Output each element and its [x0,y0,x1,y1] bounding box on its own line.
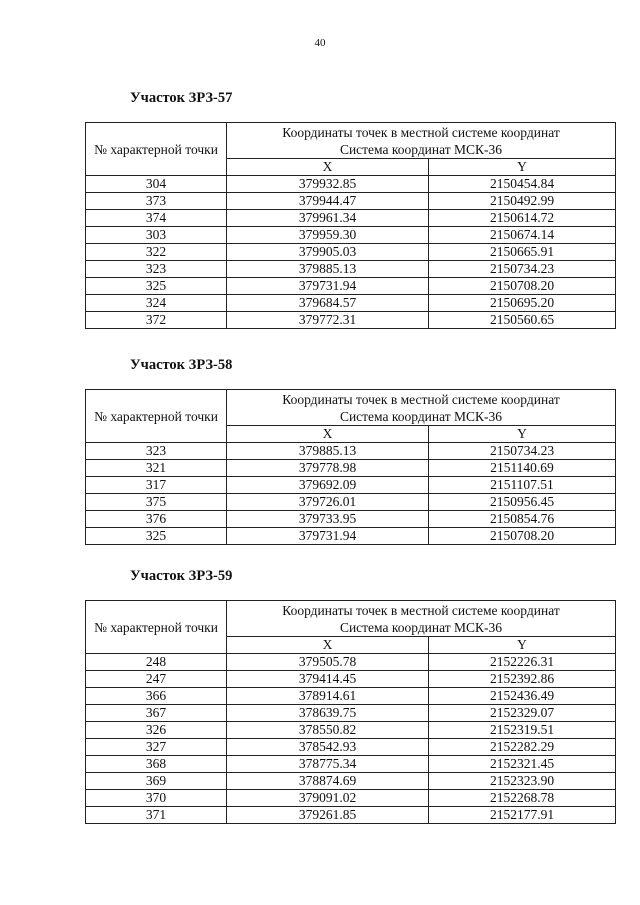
x-coordinate-cell: 378914.61 [227,688,429,705]
table-row [86,756,616,773]
table-row [86,739,616,756]
point-number-cell: 321 [86,460,227,477]
y-coordinate-cell: 2150674.14 [429,227,616,244]
y-coordinate-cell: 2150708.20 [429,278,616,295]
point-number-cell: 368 [86,756,227,773]
y-coordinate-cell: 2152436.49 [429,688,616,705]
y-coordinate-cell: 2152268.78 [429,790,616,807]
x-coordinate-cell: 379692.09 [227,477,429,494]
table-row [86,790,616,807]
header-y: Y [429,426,616,443]
table-row [86,295,616,312]
section-title: Участок ЗРЗ-57 [130,90,233,106]
point-number-cell: 367 [86,705,227,722]
point-number-cell: 325 [86,528,227,545]
table-row [86,688,616,705]
x-coordinate-cell: 379505.78 [227,654,429,671]
x-coordinate-cell: 378639.75 [227,705,429,722]
point-number-cell: 373 [86,193,227,210]
table-body [86,443,616,545]
header-coords [227,123,616,159]
coordinates-table [85,389,616,545]
x-coordinate-cell: 379932.85 [227,176,429,193]
coordinates-table [85,600,616,824]
y-coordinate-cell: 2152323.90 [429,773,616,790]
x-coordinate-cell: 379733.95 [227,511,429,528]
y-coordinate-cell: 2150454.84 [429,176,616,193]
table-row [86,528,616,545]
point-number-cell: 369 [86,773,227,790]
table-row [86,193,616,210]
page-number: 40 [314,37,326,49]
header-coords-line1: Координаты точек в местной системе координат [282,603,560,618]
x-coordinate-cell: 379961.34 [227,210,429,227]
x-coordinate-cell: 379726.01 [227,494,429,511]
table-row [86,443,616,460]
point-number-cell: 370 [86,790,227,807]
y-coordinate-cell: 2150492.99 [429,193,616,210]
coordinates-table [85,122,616,329]
x-coordinate-cell: 379944.47 [227,193,429,210]
table-body [86,654,616,824]
point-number-cell: 304 [86,176,227,193]
y-coordinate-cell: 2152177.91 [429,807,616,824]
header-x: X [227,426,429,443]
y-coordinate-cell: 2150614.72 [429,210,616,227]
header-point-number: № характерной точки [86,601,227,654]
point-number-cell: 323 [86,443,227,460]
point-number-cell: 326 [86,722,227,739]
point-number-cell: 376 [86,511,227,528]
y-coordinate-cell: 2150734.23 [429,261,616,278]
table-row [86,671,616,688]
x-coordinate-cell: 379772.31 [227,312,429,329]
header-point-number: № характерной точки [86,123,227,176]
y-coordinate-cell: 2150854.76 [429,511,616,528]
header-y: Y [429,637,616,654]
table-row [86,773,616,790]
point-number-cell: 317 [86,477,227,494]
table-row [86,477,616,494]
header-coords [227,601,616,637]
point-number-cell: 327 [86,739,227,756]
x-coordinate-cell: 379885.13 [227,443,429,460]
point-number-cell: 323 [86,261,227,278]
table-row [86,244,616,261]
point-number-cell: 303 [86,227,227,244]
y-coordinate-cell: 2152321.45 [429,756,616,773]
x-coordinate-cell: 379091.02 [227,790,429,807]
section-title: Участок ЗРЗ-58 [130,357,233,373]
point-number-cell: 371 [86,807,227,824]
y-coordinate-cell: 2150665.91 [429,244,616,261]
table-row [86,460,616,477]
point-number-cell: 366 [86,688,227,705]
table-row [86,705,616,722]
x-coordinate-cell: 379261.85 [227,807,429,824]
table-row [86,722,616,739]
y-coordinate-cell: 2152319.51 [429,722,616,739]
table-row [86,511,616,528]
table-row [86,227,616,244]
x-coordinate-cell: 378775.34 [227,756,429,773]
y-coordinate-cell: 2150956.45 [429,494,616,511]
header-x: X [227,637,429,654]
table-body [86,176,616,329]
y-coordinate-cell: 2150708.20 [429,528,616,545]
y-coordinate-cell: 2150734.23 [429,443,616,460]
y-coordinate-cell: 2151107.51 [429,477,616,494]
point-number-cell: 322 [86,244,227,261]
point-number-cell: 248 [86,654,227,671]
header-coords-line1: Координаты точек в местной системе координат [282,125,560,140]
y-coordinate-cell: 2152392.86 [429,671,616,688]
x-coordinate-cell: 379731.94 [227,528,429,545]
header-coords-line2: Система координат МСК-36 [339,409,503,424]
x-coordinate-cell: 379414.45 [227,671,429,688]
table-row [86,654,616,671]
point-number-cell: 374 [86,210,227,227]
x-coordinate-cell: 379959.30 [227,227,429,244]
header-coords-line2: Система координат МСК-36 [339,620,503,635]
header-coords-line2: Система координат МСК-36 [339,142,503,157]
point-number-cell: 247 [86,671,227,688]
point-number-cell: 325 [86,278,227,295]
table-row [86,312,616,329]
x-coordinate-cell: 378542.93 [227,739,429,756]
point-number-cell: 375 [86,494,227,511]
y-coordinate-cell: 2152226.31 [429,654,616,671]
x-coordinate-cell: 379731.94 [227,278,429,295]
table-row [86,176,616,193]
section-title: Участок ЗРЗ-59 [130,568,233,584]
point-number-cell: 324 [86,295,227,312]
header-x: X [227,159,429,176]
x-coordinate-cell: 379885.13 [227,261,429,278]
y-coordinate-cell: 2151140.69 [429,460,616,477]
y-coordinate-cell: 2150560.65 [429,312,616,329]
header-point-number: № характерной точки [86,390,227,443]
x-coordinate-cell: 379778.98 [227,460,429,477]
x-coordinate-cell: 379905.03 [227,244,429,261]
table-row [86,494,616,511]
x-coordinate-cell: 378550.82 [227,722,429,739]
y-coordinate-cell: 2152282.29 [429,739,616,756]
y-coordinate-cell: 2150695.20 [429,295,616,312]
x-coordinate-cell: 379684.57 [227,295,429,312]
table-row [86,807,616,824]
header-coords-line1: Координаты точек в местной системе координат [282,392,560,407]
point-number-cell: 372 [86,312,227,329]
x-coordinate-cell: 378874.69 [227,773,429,790]
header-coords [227,390,616,426]
header-y: Y [429,159,616,176]
table-row [86,210,616,227]
table-row [86,261,616,278]
y-coordinate-cell: 2152329.07 [429,705,616,722]
table-row [86,278,616,295]
